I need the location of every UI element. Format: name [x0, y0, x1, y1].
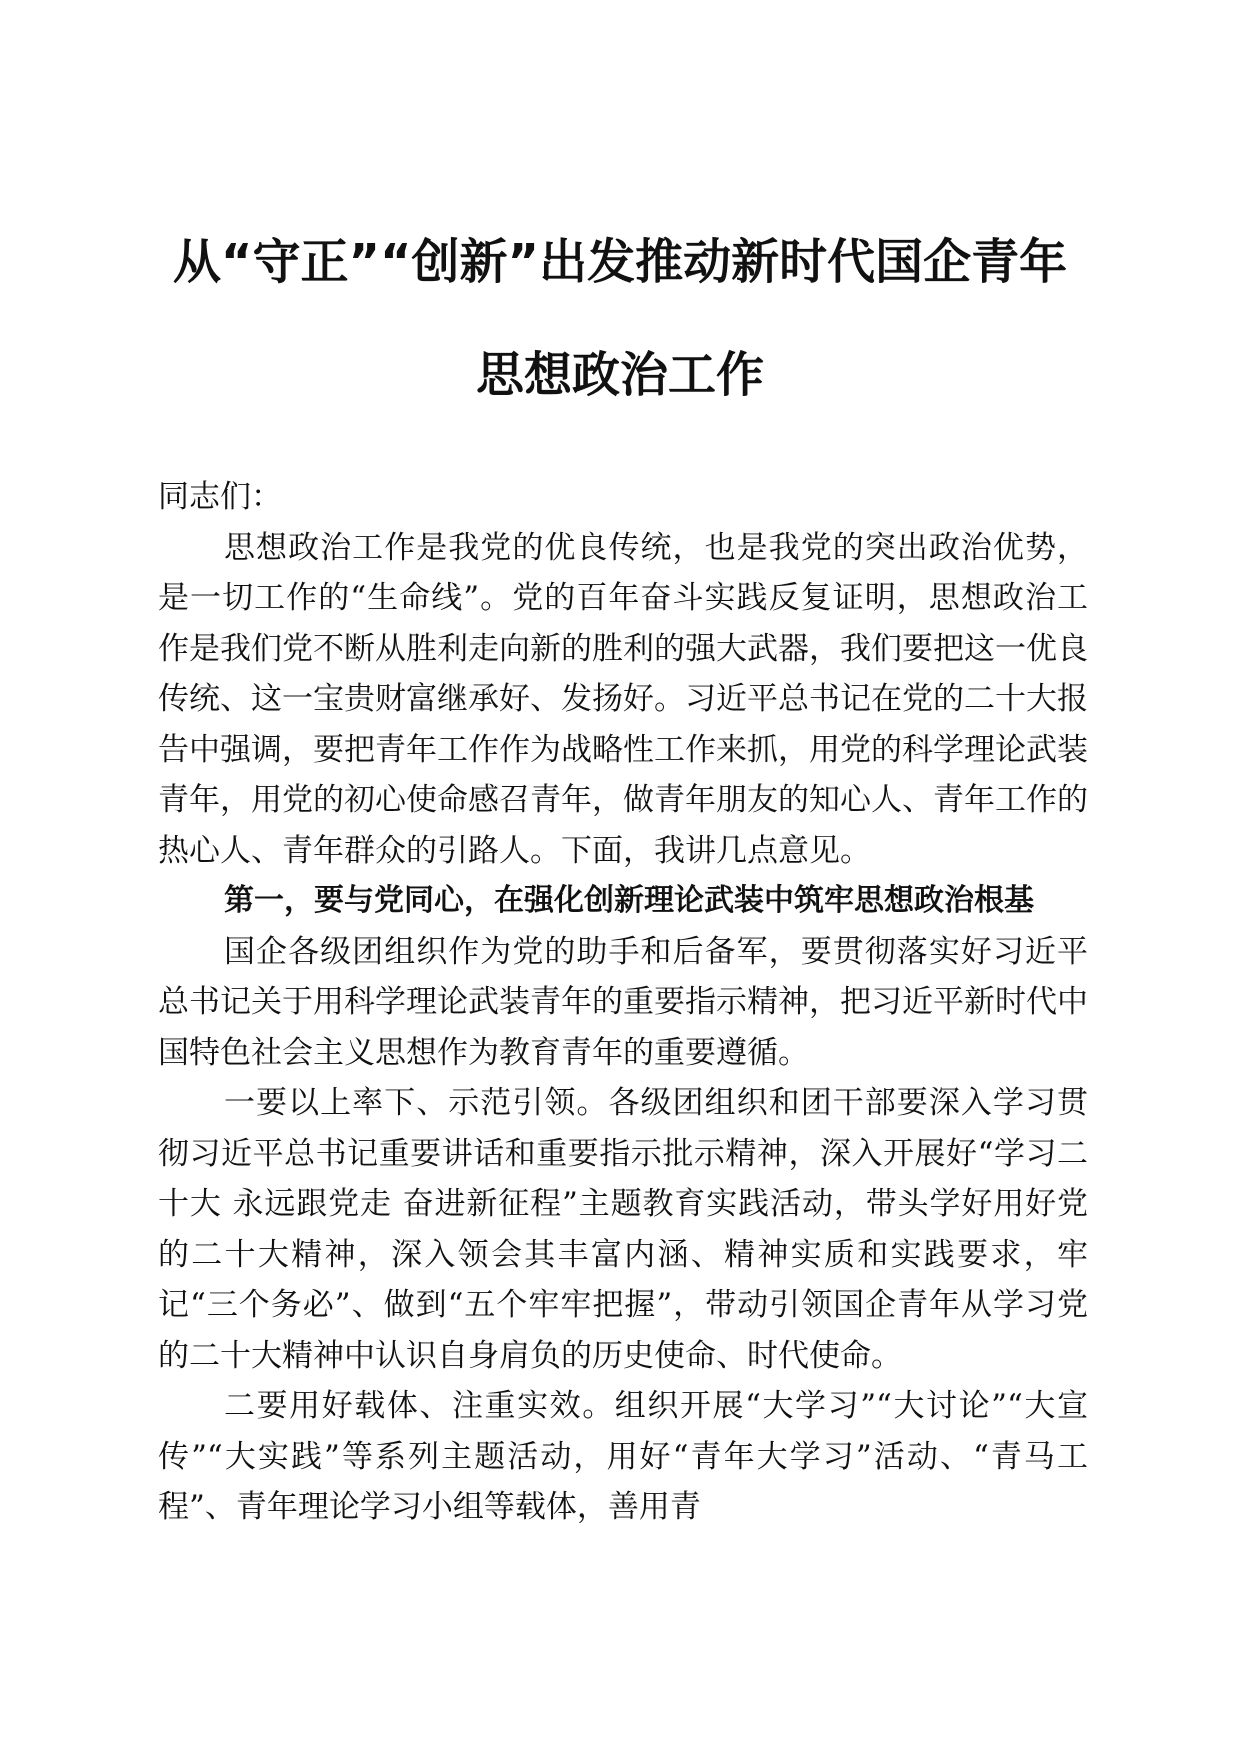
document-body	[158, 472, 1088, 1533]
paragraph-point-1: 一要以上率下、示范引领。各级团组织和团干部要深入学习贯彻习近平总书记重要讲话和重要指示批示精神，深入开展好“学习二十大 永远跟党走 奋进新征程”主题教育实践活动，带头学好用好党的二十大精神，深入领会其丰富内涵、精神实质和实践要求，牢记“三个务必”、做到“五个牢牢把握”，带动引领国企青年从学习党的二十大精神中认识自身肩负的历史使命、时代使命。	[158, 1085, 1088, 1374]
section-heading-1: 第一，要与党同心，在强化创新理论武装中筑牢思想政治根基	[224, 883, 1034, 918]
paragraph-point-2: 二要用好载体、注重实效。组织开展“大学习”“大讨论”“大宣传”“大实践”等系列主题活动，用好“青年大学习”活动、“青马工程”、青年理论学习小组等载体，善用青	[158, 1388, 1088, 1525]
paragraph-section-1-lead: 国企各级团组织作为党的助手和后备军，要贯彻落实好习近平总书记关于用科学理论武装青年的重要指示精神，把习近平新时代中国特色社会主义思想作为教育青年的重要遵循。	[158, 933, 1088, 1071]
document-title-line-2: 思想政治工作	[475, 347, 764, 403]
document-title-line-1: 从“守正”“创新”出发推动新时代国企青年	[172, 234, 1068, 290]
salutation: 同志们：	[158, 479, 282, 515]
paragraph-intro: 思想政治工作是我党的优良传统，也是我党的突出政治优势，是一切工作的“生命线”。党的百年奋斗实践反复证明，思想政治工作是我们党不断从胜利走向新的胜利的强大武器，我们要把这一优良传统、这一宝贵财富继承好、发扬好。习近平总书记在党的二十大报告中强调，要把青年工作作为战略性工作来抓，用党的科学理论武装青年，用党的初心使命感召青年，做青年朋友的知心人、青年工作的热心人、青年群众的引路人。下面，我讲几点意见。	[158, 529, 1088, 869]
